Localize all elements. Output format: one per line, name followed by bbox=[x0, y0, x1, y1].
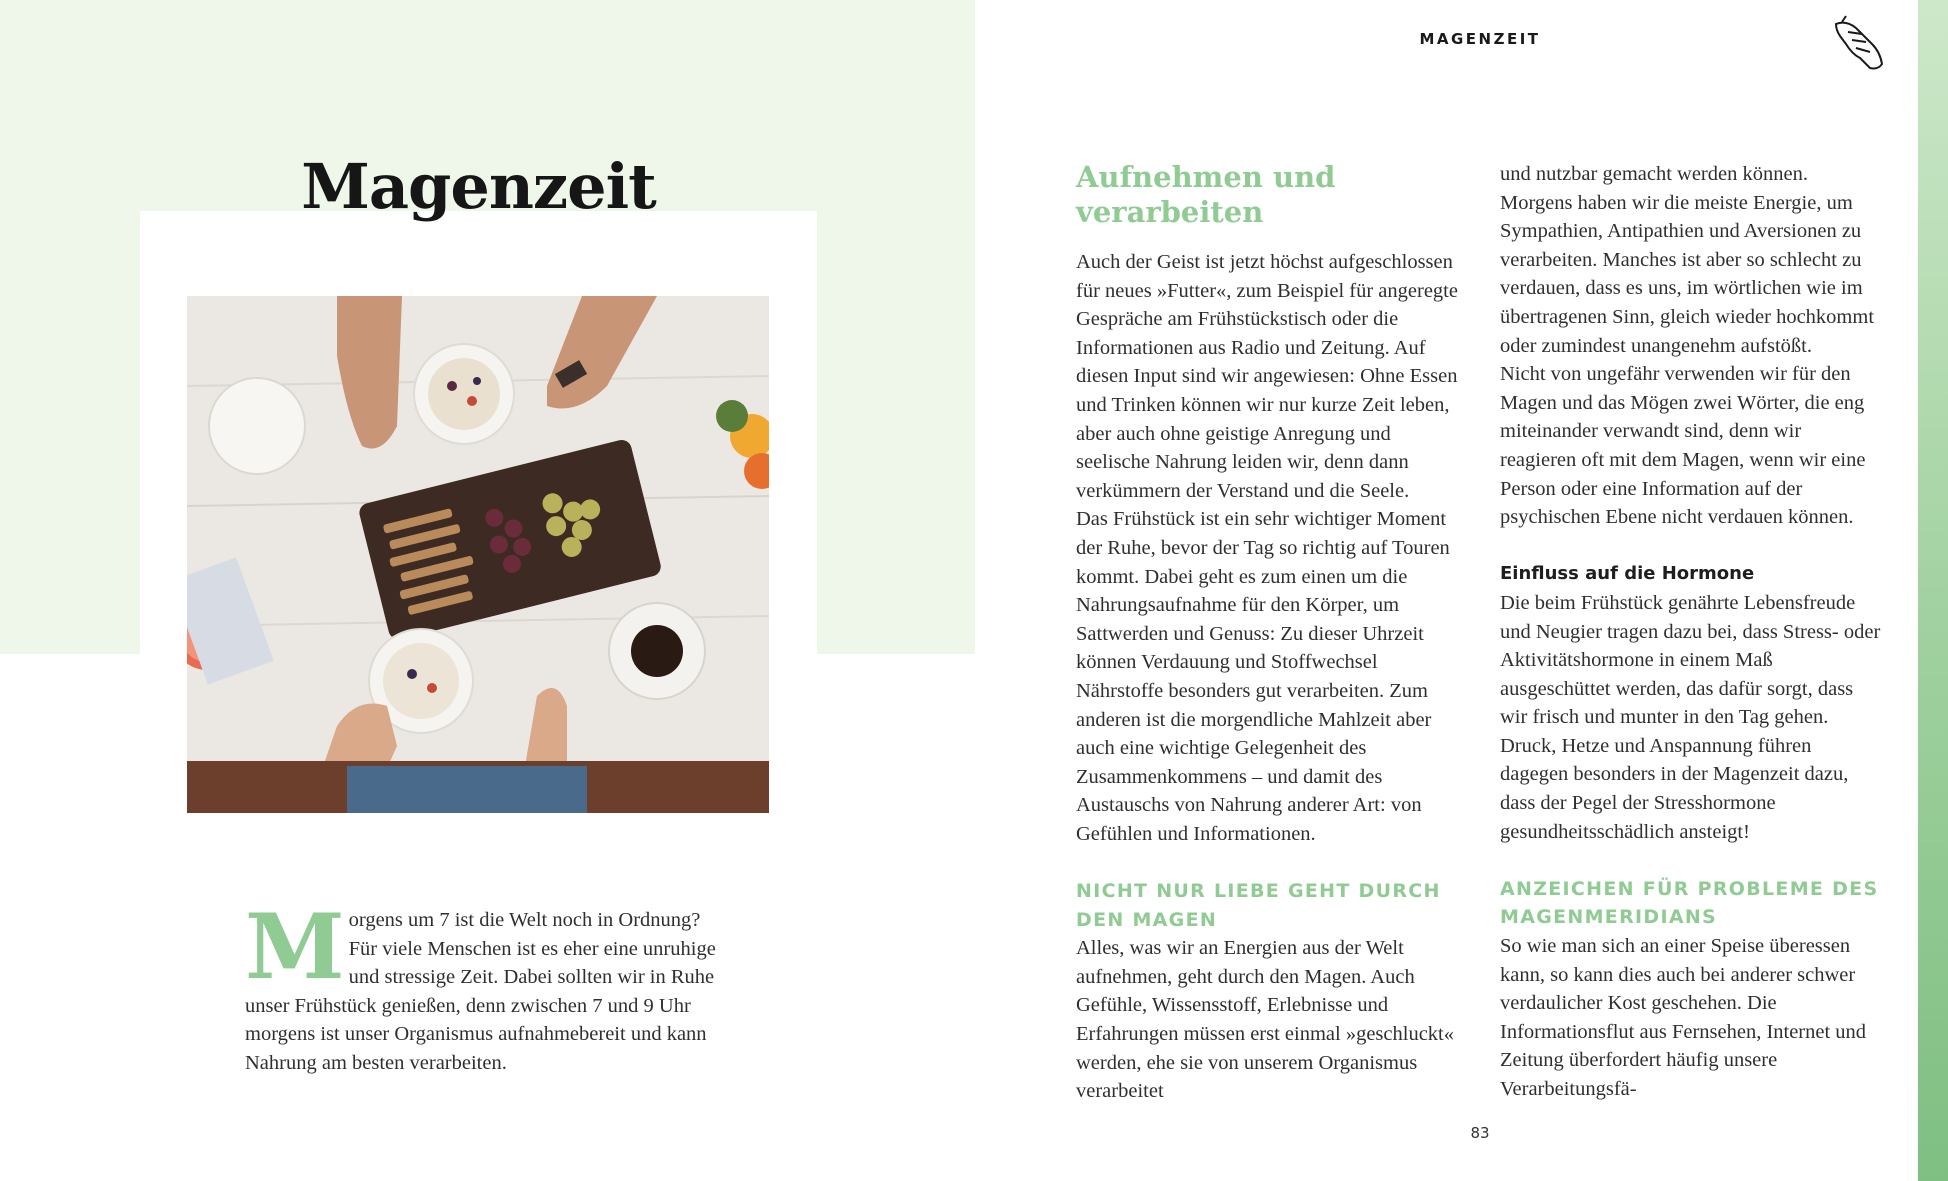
intro-paragraph bbox=[245, 894, 725, 1078]
running-head: MAGENZEIT bbox=[1419, 30, 1541, 48]
page-title: Magenzeit bbox=[301, 150, 656, 223]
body-paragraph: Das Frühstück ist ein sehr wichtiger Moment der Ruhe, bevor der Tag so richtig auf Touren kommt. Dabei geht es zum einen um die Nahrungsaufnahme für den Körper, um Sattwerden und Genuss: Zu dieser Uhrzeit können Verdauung und Stoffwechsel Nährstoffe besonders gut verarbeiten. Zum anderen ist die morgendliche Mahlzeit aber auch eine wichtige Gelegenheit des Zusammenkommens – und damit des Austauschs von Nahrung anderer Art: von Gefühlen und Informationen. bbox=[1076, 508, 1450, 845]
body-paragraph: So wie man sich an einer Speise überessen kann, so kann dies auch bei anderer schwer verdaulicher Kost geschehen. Die Informationsflut aus Fernsehen, Internet und Zeitung überfordert häufig unsere Verarbeitungsfä- bbox=[1500, 935, 1867, 1100]
text-column-2 bbox=[1500, 160, 1882, 1104]
body-paragraph: und nutzbar gemacht werden können. Morgens haben wir die meiste Energie, um Sympathien, Antipathien und Aversionen zu verarbeiten. Manches ist aber so schlecht zu verdauen, dass es uns, im wörtlichen wie im übertragenen Sinn, gleich wieder hochkommt oder zumindest unangenehm aufstößt. bbox=[1500, 163, 1875, 357]
hand-icon bbox=[1832, 14, 1888, 74]
page-number: 83 bbox=[1470, 1124, 1490, 1142]
intro-text: orgens um 7 ist die Welt noch in Ordnung? Für viele Menschen ist es eher eine unruhige und stressige Zeit. Dabei sollten wir in Ruhe unser Frühstück genießen, denn zwischen 7 und 9 Uhr morgens ist unser Organismus aufnahmebereit und kann Nahrung am besten verarbeiten. bbox=[245, 909, 716, 1074]
body-paragraph: Nicht von ungefähr verwenden wir für den Magen und das Mögen zwei Wörter, die eng miteinander verwandt sind, denn wir reagieren oft mit dem Magen, wenn wir eine Person oder eine Information auf der psychischen Ebene nicht verdauen können. bbox=[1500, 363, 1866, 529]
section-heading: Aufnehmen und verarbeiten bbox=[1076, 160, 1336, 229]
subheading-stomach: NICHT NUR LIEBE GEHT DURCH DEN MAGEN bbox=[1076, 880, 1441, 931]
body-paragraph: Die beim Frühstück genährte Lebensfreude und Neugier tragen dazu bei, dass Stress- oder Aktivitätshormone in einem Maß ausgeschüttet werden, das dafür sorgt, dass wir frisch und munter in den Tag gehen. Druck, Hetze und Anspannung führen dagegen besonders in der Magenzeit dazu, dass der Pegel der Stresshormone gesundheitsschädlich ansteigt! bbox=[1500, 591, 1881, 843]
breakfast-photo bbox=[187, 296, 769, 813]
drop-cap: M bbox=[245, 894, 345, 1000]
subheading-meridian: ANZEICHEN FÜR PROBLEME DES MAGENMERIDIANS bbox=[1500, 877, 1879, 929]
subheading-hormones: Einfluss auf die Hormone bbox=[1500, 563, 1755, 585]
body-paragraph: Alles, was wir an Energien aus der Welt aufnehmen, geht durch den Magen. Auch Gefühle, Wissensstoff, Erlebnisse und Erfahrungen müssen erst einmal »geschluckt« werden, ehe sie von unserem Organismus verarbeitet bbox=[1076, 937, 1454, 1103]
body-paragraph: Auch der Geist ist jetzt höchst aufgeschlossen für neues »Futter«, zum Beispiel für angeregte Gespräche am Frühstückstisch oder die Informationen aus Radio und Zeitung. Auf diesen Input sind wir angewiesen: Ohne Essen und Trinken können wir nur kurze Zeit leben, aber auch ohne geistige Anregung und seelische Nahrung leiden wir, denn dann verkümmern der Verstand und die Seele. bbox=[1076, 251, 1458, 502]
page-edge-strip bbox=[1918, 0, 1948, 1181]
text-column-1 bbox=[1076, 160, 1460, 1106]
